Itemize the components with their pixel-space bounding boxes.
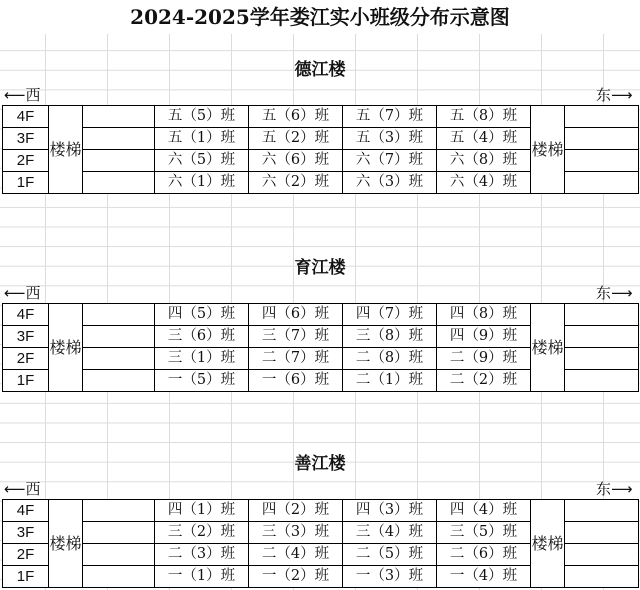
empty-cell xyxy=(565,544,639,566)
floor-label: 3F xyxy=(3,522,49,544)
empty-cell xyxy=(83,522,155,544)
empty-cell xyxy=(565,150,639,172)
west-stairs-label: 楼梯 xyxy=(49,106,83,194)
building-name: 德江楼 xyxy=(294,60,346,80)
class-cell: 三（1）班 xyxy=(155,348,249,370)
east-direction-label xyxy=(596,284,633,302)
class-cell: 四（8）班 xyxy=(437,304,531,326)
class-cell: 四（9）班 xyxy=(437,326,531,348)
east-label: 东 xyxy=(596,284,612,302)
class-cell: 二（3）班 xyxy=(155,544,249,566)
class-cell: 一（6）班 xyxy=(249,370,343,392)
floor-table xyxy=(2,499,639,588)
arrow-right-icon: ⟶ xyxy=(611,284,633,302)
class-cell: 一（3）班 xyxy=(343,566,437,588)
empty-cell xyxy=(565,500,639,522)
floor-label: 2F xyxy=(3,150,49,172)
floor-label: 1F xyxy=(3,172,49,194)
west-direction-label xyxy=(4,480,41,498)
class-cell: 二（2）班 xyxy=(437,370,531,392)
class-cell: 一（5）班 xyxy=(155,370,249,392)
west-label: 西 xyxy=(25,86,41,104)
class-cell: 三（7）班 xyxy=(249,326,343,348)
floor-label: 2F xyxy=(3,544,49,566)
empty-cell xyxy=(83,128,155,150)
west-direction-label xyxy=(4,86,41,104)
floor-row xyxy=(3,106,639,128)
west-label: 西 xyxy=(25,480,41,498)
floor-label: 3F xyxy=(3,128,49,150)
class-cell: 二（6）班 xyxy=(437,544,531,566)
class-cell: 四（2）班 xyxy=(249,500,343,522)
arrow-left-icon: ⟵ xyxy=(4,86,26,104)
arrow-right-icon: ⟶ xyxy=(611,86,633,104)
floor-table xyxy=(2,105,639,194)
class-cell: 四（1）班 xyxy=(155,500,249,522)
west-label: 西 xyxy=(25,284,41,302)
class-cell: 二（4）班 xyxy=(249,544,343,566)
class-cell: 二（9）班 xyxy=(437,348,531,370)
class-cell: 六（6）班 xyxy=(249,150,343,172)
class-cell: 二（5）班 xyxy=(343,544,437,566)
west-direction-label xyxy=(4,284,41,302)
east-label: 东 xyxy=(596,86,612,104)
building-name: 善江楼 xyxy=(294,454,346,474)
class-cell: 二（7）班 xyxy=(249,348,343,370)
class-cell: 四（4）班 xyxy=(437,500,531,522)
empty-cell xyxy=(565,128,639,150)
empty-cell xyxy=(83,348,155,370)
class-cell: 二（8）班 xyxy=(343,348,437,370)
class-cell: 一（1）班 xyxy=(155,566,249,588)
building-name: 育江楼 xyxy=(294,258,346,278)
empty-cell xyxy=(83,370,155,392)
empty-cell xyxy=(83,566,155,588)
floor-row xyxy=(3,500,639,522)
class-cell: 四（5）班 xyxy=(155,304,249,326)
arrow-left-icon: ⟵ xyxy=(4,284,26,302)
east-label: 东 xyxy=(596,480,612,498)
class-cell: 三（2）班 xyxy=(155,522,249,544)
floor-label: 2F xyxy=(3,348,49,370)
empty-cell xyxy=(565,522,639,544)
floor-table xyxy=(2,303,639,392)
east-direction-label xyxy=(596,480,633,498)
empty-cell xyxy=(83,150,155,172)
empty-cell xyxy=(565,566,639,588)
east-stairs-label: 楼梯 xyxy=(531,304,565,392)
class-cell: 六（8）班 xyxy=(437,150,531,172)
arrow-left-icon: ⟵ xyxy=(4,480,26,498)
class-cell: 六（4）班 xyxy=(437,172,531,194)
east-stairs-label: 楼梯 xyxy=(531,106,565,194)
class-cell: 三（4）班 xyxy=(343,522,437,544)
empty-cell xyxy=(83,544,155,566)
class-cell: 六（1）班 xyxy=(155,172,249,194)
empty-cell xyxy=(83,304,155,326)
empty-cell xyxy=(83,326,155,348)
empty-cell xyxy=(565,106,639,128)
class-cell: 六（3）班 xyxy=(343,172,437,194)
class-cell: 六（7）班 xyxy=(343,150,437,172)
empty-cell xyxy=(83,500,155,522)
page-title: 2024-2025学年娄江实小班级分布示意图 xyxy=(0,0,640,34)
empty-cell xyxy=(83,106,155,128)
class-cell: 六（5）班 xyxy=(155,150,249,172)
class-cell: 五（4）班 xyxy=(437,128,531,150)
class-cell: 一（4）班 xyxy=(437,566,531,588)
floor-label: 3F xyxy=(3,326,49,348)
west-stairs-label: 楼梯 xyxy=(49,304,83,392)
floor-label: 1F xyxy=(3,370,49,392)
east-stairs-label: 楼梯 xyxy=(531,500,565,588)
west-stairs-label: 楼梯 xyxy=(49,500,83,588)
class-cell: 五（1）班 xyxy=(155,128,249,150)
empty-cell xyxy=(83,172,155,194)
empty-cell xyxy=(565,326,639,348)
class-cell: 四（6）班 xyxy=(249,304,343,326)
east-direction-label xyxy=(596,86,633,104)
class-cell: 五（3）班 xyxy=(343,128,437,150)
class-cell: 三（5）班 xyxy=(437,522,531,544)
class-cell: 五（5）班 xyxy=(155,106,249,128)
empty-cell xyxy=(565,370,639,392)
floor-row xyxy=(3,304,639,326)
class-cell: 六（2）班 xyxy=(249,172,343,194)
class-cell: 四（3）班 xyxy=(343,500,437,522)
class-cell: 三（6）班 xyxy=(155,326,249,348)
class-cell: 三（8）班 xyxy=(343,326,437,348)
empty-cell xyxy=(565,304,639,326)
class-cell: 五（7）班 xyxy=(343,106,437,128)
class-cell: 四（7）班 xyxy=(343,304,437,326)
class-cell: 二（1）班 xyxy=(343,370,437,392)
class-cell: 五（6）班 xyxy=(249,106,343,128)
class-cell: 一（2）班 xyxy=(249,566,343,588)
floor-label: 4F xyxy=(3,304,49,326)
arrow-right-icon: ⟶ xyxy=(611,480,633,498)
class-cell: 五（2）班 xyxy=(249,128,343,150)
class-cell: 五（8）班 xyxy=(437,106,531,128)
floor-label: 4F xyxy=(3,106,49,128)
floor-label: 1F xyxy=(3,566,49,588)
floor-label: 4F xyxy=(3,500,49,522)
empty-cell xyxy=(565,172,639,194)
class-cell: 三（3）班 xyxy=(249,522,343,544)
empty-cell xyxy=(565,348,639,370)
